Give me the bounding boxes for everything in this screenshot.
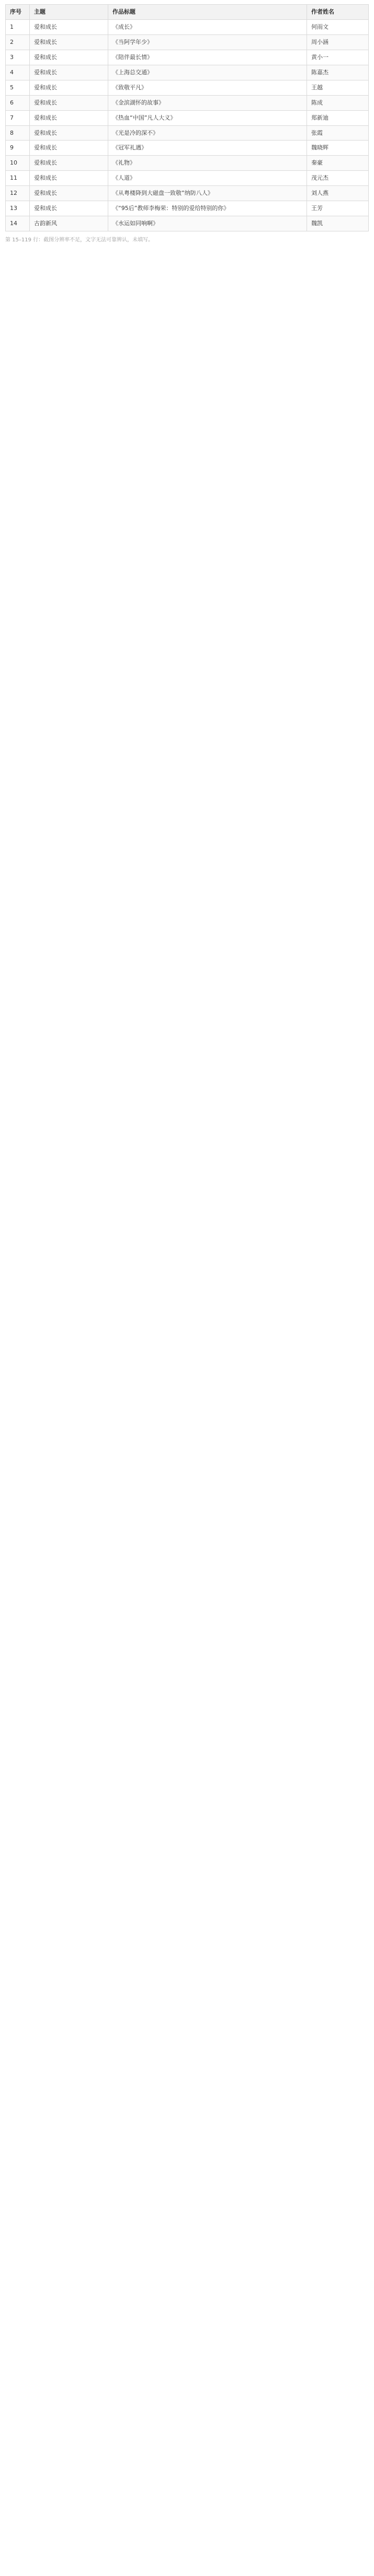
cell-index: 13 [6, 201, 30, 216]
cell-theme: 爱和成长 [30, 141, 108, 156]
cell-author: 王越 [307, 80, 369, 95]
cell-title: 《当阿学年少》 [108, 34, 307, 50]
cell-title: 《水运如同响啊》 [108, 216, 307, 231]
header-title: 作品标题 [108, 5, 307, 20]
cell-title: 《陪伴最长情》 [108, 50, 307, 65]
table-row [6, 171, 369, 186]
cell-author: 黄小一 [307, 50, 369, 65]
cell-author: 周小涵 [307, 34, 369, 50]
cell-title: 《“95后”教师李梅荣：特别的爱给特别的你》 [108, 201, 307, 216]
cell-index: 5 [6, 80, 30, 95]
cell-index: 2 [6, 34, 30, 50]
legibility-note: 第 15–119 行：截图分辨率不足，文字无法可靠辨认，未填写。 [5, 237, 154, 243]
table-row [6, 65, 369, 80]
header-author: 作者姓名 [307, 5, 369, 20]
cell-author: 陈成 [307, 95, 369, 110]
cell-theme: 爱和成长 [30, 19, 108, 34]
page [0, 0, 374, 255]
works-table [5, 4, 369, 231]
cell-theme: 爱和成长 [30, 110, 108, 125]
cell-title: 《成长》 [108, 19, 307, 34]
cell-index: 8 [6, 125, 30, 141]
table-row [6, 186, 369, 201]
header-index: 序号 [6, 5, 30, 20]
cell-theme: 爱和成长 [30, 65, 108, 80]
cell-author: 张霞 [307, 125, 369, 141]
cell-theme: 爱和成长 [30, 50, 108, 65]
cell-theme: 爱和成长 [30, 95, 108, 110]
cell-title: 《热血“中国”凡人大义》 [108, 110, 307, 125]
cell-theme: 古韵新风 [30, 216, 108, 231]
cell-index: 4 [6, 65, 30, 80]
table-row [6, 125, 369, 141]
cell-author: 秦豪 [307, 156, 369, 171]
cell-author: 茂元杰 [307, 171, 369, 186]
cell-author: 刘人燕 [307, 186, 369, 201]
cell-title: 《上海总交通》 [108, 65, 307, 80]
table-row [6, 216, 369, 231]
cell-title: 《人道》 [108, 171, 307, 186]
header-row [6, 5, 369, 20]
table-row [6, 50, 369, 65]
cell-index: 9 [6, 141, 30, 156]
table-row [6, 19, 369, 34]
table-row [6, 156, 369, 171]
table-row [6, 110, 369, 125]
cell-theme: 爱和成长 [30, 186, 108, 201]
cell-title: 《光是冷的深不》 [108, 125, 307, 141]
cell-title: 《冠军礼遇》 [108, 141, 307, 156]
cell-index: 6 [6, 95, 30, 110]
cell-index: 7 [6, 110, 30, 125]
cell-index: 12 [6, 186, 30, 201]
cell-theme: 爱和成长 [30, 80, 108, 95]
cell-author: 郑新迪 [307, 110, 369, 125]
table-row [6, 201, 369, 216]
cell-theme: 爱和成长 [30, 201, 108, 216]
table-row [6, 95, 369, 110]
cell-title: 《金滨湖怀的故事》 [108, 95, 307, 110]
table-header [6, 5, 369, 20]
cell-title: 《从粤楼降到大磁盘一致敬”纳防八人》 [108, 186, 307, 201]
cell-author: 何雨文 [307, 19, 369, 34]
cell-theme: 爱和成长 [30, 125, 108, 141]
cell-index: 3 [6, 50, 30, 65]
cell-title: 《致敬平凡》 [108, 80, 307, 95]
table-row [6, 141, 369, 156]
header-theme: 主题 [30, 5, 108, 20]
cell-theme: 爱和成长 [30, 34, 108, 50]
cell-author: 魏凯 [307, 216, 369, 231]
table-row [6, 80, 369, 95]
cell-index: 11 [6, 171, 30, 186]
cell-index: 1 [6, 19, 30, 34]
cell-title: 《礼物》 [108, 156, 307, 171]
cell-author: 魏晓辉 [307, 141, 369, 156]
cell-theme: 爱和成长 [30, 171, 108, 186]
table-row [6, 34, 369, 50]
cell-author: 陈嘉杰 [307, 65, 369, 80]
cell-theme: 爱和成长 [30, 156, 108, 171]
table-body [6, 19, 369, 231]
cell-author: 王芳 [307, 201, 369, 216]
cell-index: 10 [6, 156, 30, 171]
cell-index: 14 [6, 216, 30, 231]
